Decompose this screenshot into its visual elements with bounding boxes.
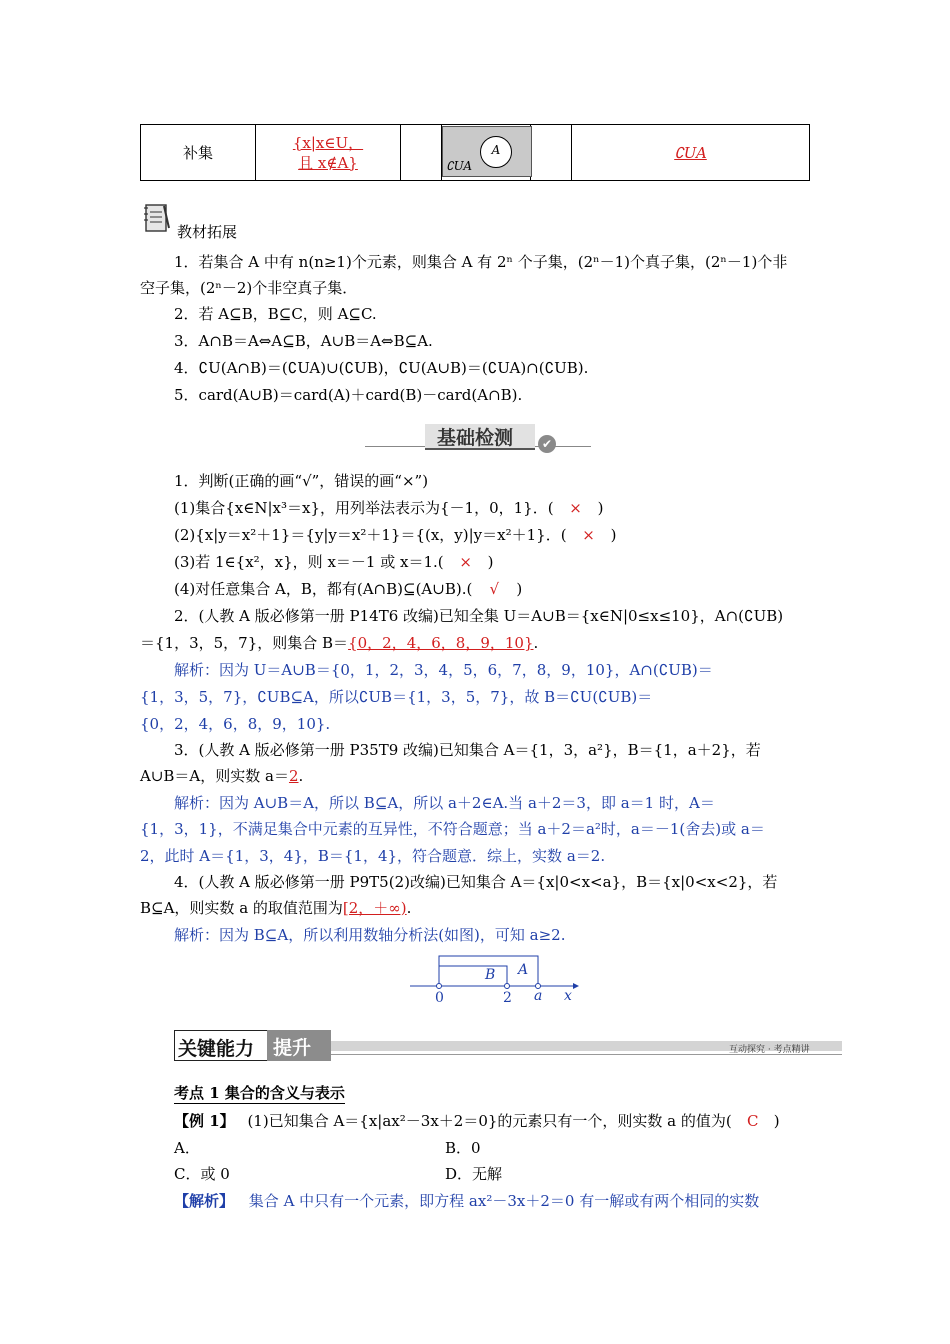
q1-mark-3: × (459, 553, 472, 571)
q1-mark-1: × (569, 499, 582, 517)
option-b: B．0 (445, 1139, 481, 1157)
example-label: 【例 1】 (174, 1112, 235, 1130)
q1-item-2: (2){x|y＝x²＋1}＝{y|y＝x²＋1}＝{(x，y)|y＝x²＋1}．( × ) (174, 526, 617, 544)
venn-complement-label: ∁UA (446, 159, 473, 173)
solution-label: 【解析】 (174, 1192, 235, 1210)
venn-inner-label: A (491, 143, 501, 157)
definition-cell (256, 125, 401, 181)
q4-solution: 解析：因为 B⊆A，所以利用数轴分析法(如图)，可知 a≥2. (174, 926, 566, 944)
venn-diagram (442, 126, 532, 177)
q3-answer: 2 (288, 767, 299, 785)
definition-line2: 且 x∉A} (298, 153, 358, 172)
notation-cell (572, 125, 810, 181)
q2-solution-3: {0，2，4，6，8，9，10}. (140, 715, 331, 733)
check-circle-icon: ✔ (538, 435, 556, 453)
q1-item-4: (4)对任意集合 A，B，都有(A∩B)⊆(A∪B).( √ ) (174, 580, 523, 598)
extension-item-4: 4．∁U(A∩B)＝(∁UA)∪(∁UB)，∁U(A∪B)＝(∁UA)∩(∁UB). (174, 359, 589, 377)
topic-title: 考点 1 集合的含义与表示 (174, 1084, 345, 1102)
number-line-figure (405, 952, 580, 1008)
notation: ∁UA (674, 143, 707, 162)
q3-line1: 3．(人教 A 版必修第一册 P35T9 改编)已知集合 A＝{1，3，a²}，B＝{1，a＋2}，若 (174, 741, 761, 759)
q2-solution-1: 解析：因为 U＝A∪B＝{0，1，2，3，4，5，6，7，8，9，10}，A∩(∁UB)＝ (174, 661, 713, 679)
q1-mark-2: × (582, 526, 595, 544)
tick-label-2: 2 (503, 990, 512, 1006)
q1-item-1: (1)集合{x∈N|x³＝x}，用列举法表示为{－1，0，1}．( × ) (174, 499, 604, 517)
complement-table (140, 124, 810, 181)
option-a: A． (174, 1139, 200, 1157)
q2-line1: 2．(人教 A 版必修第一册 P14T6 改编)已知全集 U＝A∪B＝{x∈N|0≤x≤10}，A∩(∁UB) (174, 607, 784, 625)
q2-answer: {0，2，4，6，8，9，10} (348, 634, 534, 652)
option-d: D．无解 (445, 1165, 503, 1183)
extension-item-1: 1．若集合 A 中有 n(n≥1)个元素，则集合 A 有 2ⁿ 个子集，(2ⁿ－1)个真子集，(2ⁿ－1)个非 (174, 253, 788, 271)
q3-solution-2: {1，3，1}，不满足集合中元素的互异性，不符合题意；当 a＋2＝a²时，a＝－1(舍去)或 a＝ (140, 820, 765, 838)
q3-line2: A∪B＝A，则实数 a＝2. (140, 767, 304, 785)
tick-label-0: 0 (435, 990, 444, 1006)
q1-intro: 1．判断(正确的画“√”，错误的画“×”) (174, 472, 429, 490)
q2-solution-2: {1，3，5，7}，∁UB⊆A，所以∁UB＝{1，3，5，7}，故 B＝∁U(∁UB)＝ (140, 688, 653, 706)
basic-check-title: 基础检测 (437, 427, 514, 449)
extension-item-3: 3．A∩B＝A⇔A⊆B，A∪B＝A⇔B⊆A. (174, 332, 433, 350)
set-b-label: B (485, 967, 496, 983)
extension-item-5: 5．card(A∪B)＝card(A)＋card(B)－card(A∩B). (174, 386, 523, 404)
key-ability-subtitle: 提升 (273, 1037, 312, 1059)
q3-solution-3: 2，此时 A＝{1，3，4}，B＝{1，4}，符合题意．综上，实数 a＝2. (140, 847, 606, 865)
example-solution: 【解析】 集合 A 中只有一个元素，即方程 ax²－3x＋2＝0 有一解或有两个相同的实数 (174, 1192, 760, 1210)
example-1: 【例 1】 (1)已知集合 A＝{x|ax²－3x＋2＝0}的元素只有一个，则实数 a 的值为( C ) (174, 1112, 780, 1130)
basic-check-banner (365, 420, 591, 456)
key-ability-tagline: 互动探究 · 考点精讲 (729, 1045, 810, 1055)
extension-item-1-cont: 空子集，(2ⁿ－2)个非空真子集． (140, 279, 358, 297)
q4-line2: B⊆A，则实数 a 的取值范围为[2，＋∞). (140, 899, 412, 917)
q4-answer: [2，＋∞) (342, 899, 407, 917)
option-c: C．或 0 (174, 1165, 230, 1183)
extension-item-2: 2．若 A⊆B，B⊆C，则 A⊆C. (174, 305, 377, 323)
q1-mark-4: √ (489, 580, 500, 598)
definition-line1: {x|x∈U， (292, 133, 364, 152)
row-label: 补集 (141, 125, 256, 181)
q1-item-3: (3)若 1∈{x²，x}，则 x＝－1 或 x＝1.( × ) (174, 553, 494, 571)
set-a-label: A (518, 962, 529, 978)
extension-heading: 教材拓展 (177, 223, 238, 241)
example-answer: C (747, 1112, 759, 1130)
q3-solution-1: 解析：因为 A∪B＝A，所以 B⊆A，所以 a＋2∈A.当 a＋2＝3，即 a＝1 时，A＝ (174, 794, 715, 812)
venn-cell (442, 125, 531, 181)
key-ability-banner (174, 1030, 842, 1060)
tick-label-a: a (534, 988, 543, 1004)
venn-circle (480, 136, 512, 168)
notebook-icon (142, 202, 172, 234)
axis-label-x: x (564, 988, 572, 1004)
key-ability-title: 关键能力 (178, 1038, 255, 1060)
q2-line2: ＝{1，3，5，7}，则集合 B＝{0，2，4，6，8，9，10}. (140, 634, 539, 652)
q4-line1: 4．(人教 A 版必修第一册 P9T5(2)改编)已知集合 A＝{x|0<x<a}，B＝{x|0<x<2}，若 (174, 873, 778, 891)
